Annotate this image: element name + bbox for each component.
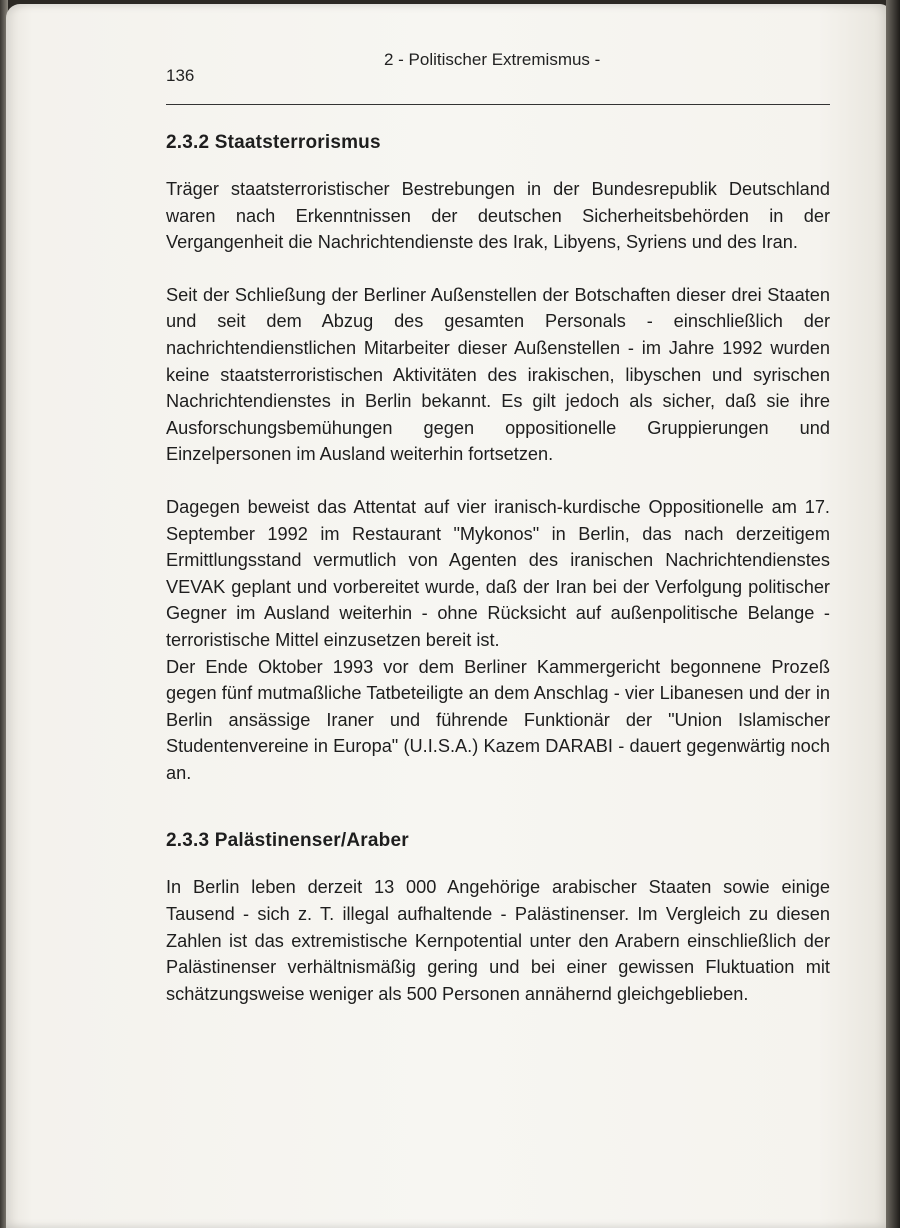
paragraph: Der Ende Oktober 1993 vor dem Berliner Kammergericht begonnene Prozeß gegen fünf mutmaßliche Tatbeteiligte an dem Anschlag - vier Libanesen und der in Berlin ansässige Iraner und führende Funktionär der "Union Islamischer Studentenvereine in Europa" (U.I.S.A.) Kazem DARABI - dauert gegenwärtig noch an. [166, 656, 830, 783]
running-header-title: 2 - Politischer Extremismus - [384, 50, 601, 69]
paragraph: Dagegen beweist das Attentat auf vier iranisch-kurdische Oppositionelle am 17. September 1992 im Restaurant "Mykonos" in Berlin, das nach derzeitigem Ermittlungsstand vermutlich von Agenten des iranischen Nachrichtendienstes VEVAK geplant und vorbereitet wurde, daß der Iran bei der Verfolgung politischer Gegner im Ausland weiterhin - ohne Rücksicht auf außenpolitische Belange - terroristische Mittel einzusetzen bereit ist. [166, 496, 830, 650]
page-number: 136 [166, 66, 195, 85]
section-heading-palaestinenser-araber: 2.3.3 Palästinenser/Araber [166, 830, 409, 852]
book-spine-shadow [886, 0, 900, 1228]
paragraph: In Berlin leben derzeit 13 000 Angehörige arabischer Staaten sowie einige Tausend - sich z. T. illegal aufhaltende - Palästinenser. Im Vergleich zu diesen Zahlen ist das extremistische Kernpotential unter den Arabern einschließlich der Palästinenser verhältnismäßig gering und bei einer gewissen Fluktuation mit schätzungsweise weniger als 500 Personen annähernd gleichgeblieben. [166, 877, 830, 1004]
paragraph: Seit der Schließung der Berliner Außenstellen der Botschaften dieser drei Staaten und seit dem Abzug des gesamten Personals - einschließlich der nachrichtendienstlichen Mitarbeiter dieser Außenstellen - im Jahre 1992 wurden keine staatsterroristischen Aktivitäten des irakischen, libyschen und syrischen Nachrichtendienstes in Berlin bekannt. Es gilt jedoch als sicher, daß sie ihre Ausforschungsbemühungen gegen oppositionelle Gruppierungen und Einzelpersonen im Ausland weiterhin fortsetzen. [166, 284, 830, 465]
header-rule [166, 104, 830, 105]
paragraph: Träger staatsterroristischer Bestrebungen in der Bundesrepublik Deutschland waren nach Erkenntnissen der deutschen Sicherheitsbehörden in der Vergangenheit die Nachrichtendienste des Irak, Libyens, Syriens und des Iran. [166, 179, 830, 253]
page-body [166, 128, 830, 1007]
section-heading-staatsterrorismus: 2.3.2 Staatsterrorismus [166, 132, 381, 153]
